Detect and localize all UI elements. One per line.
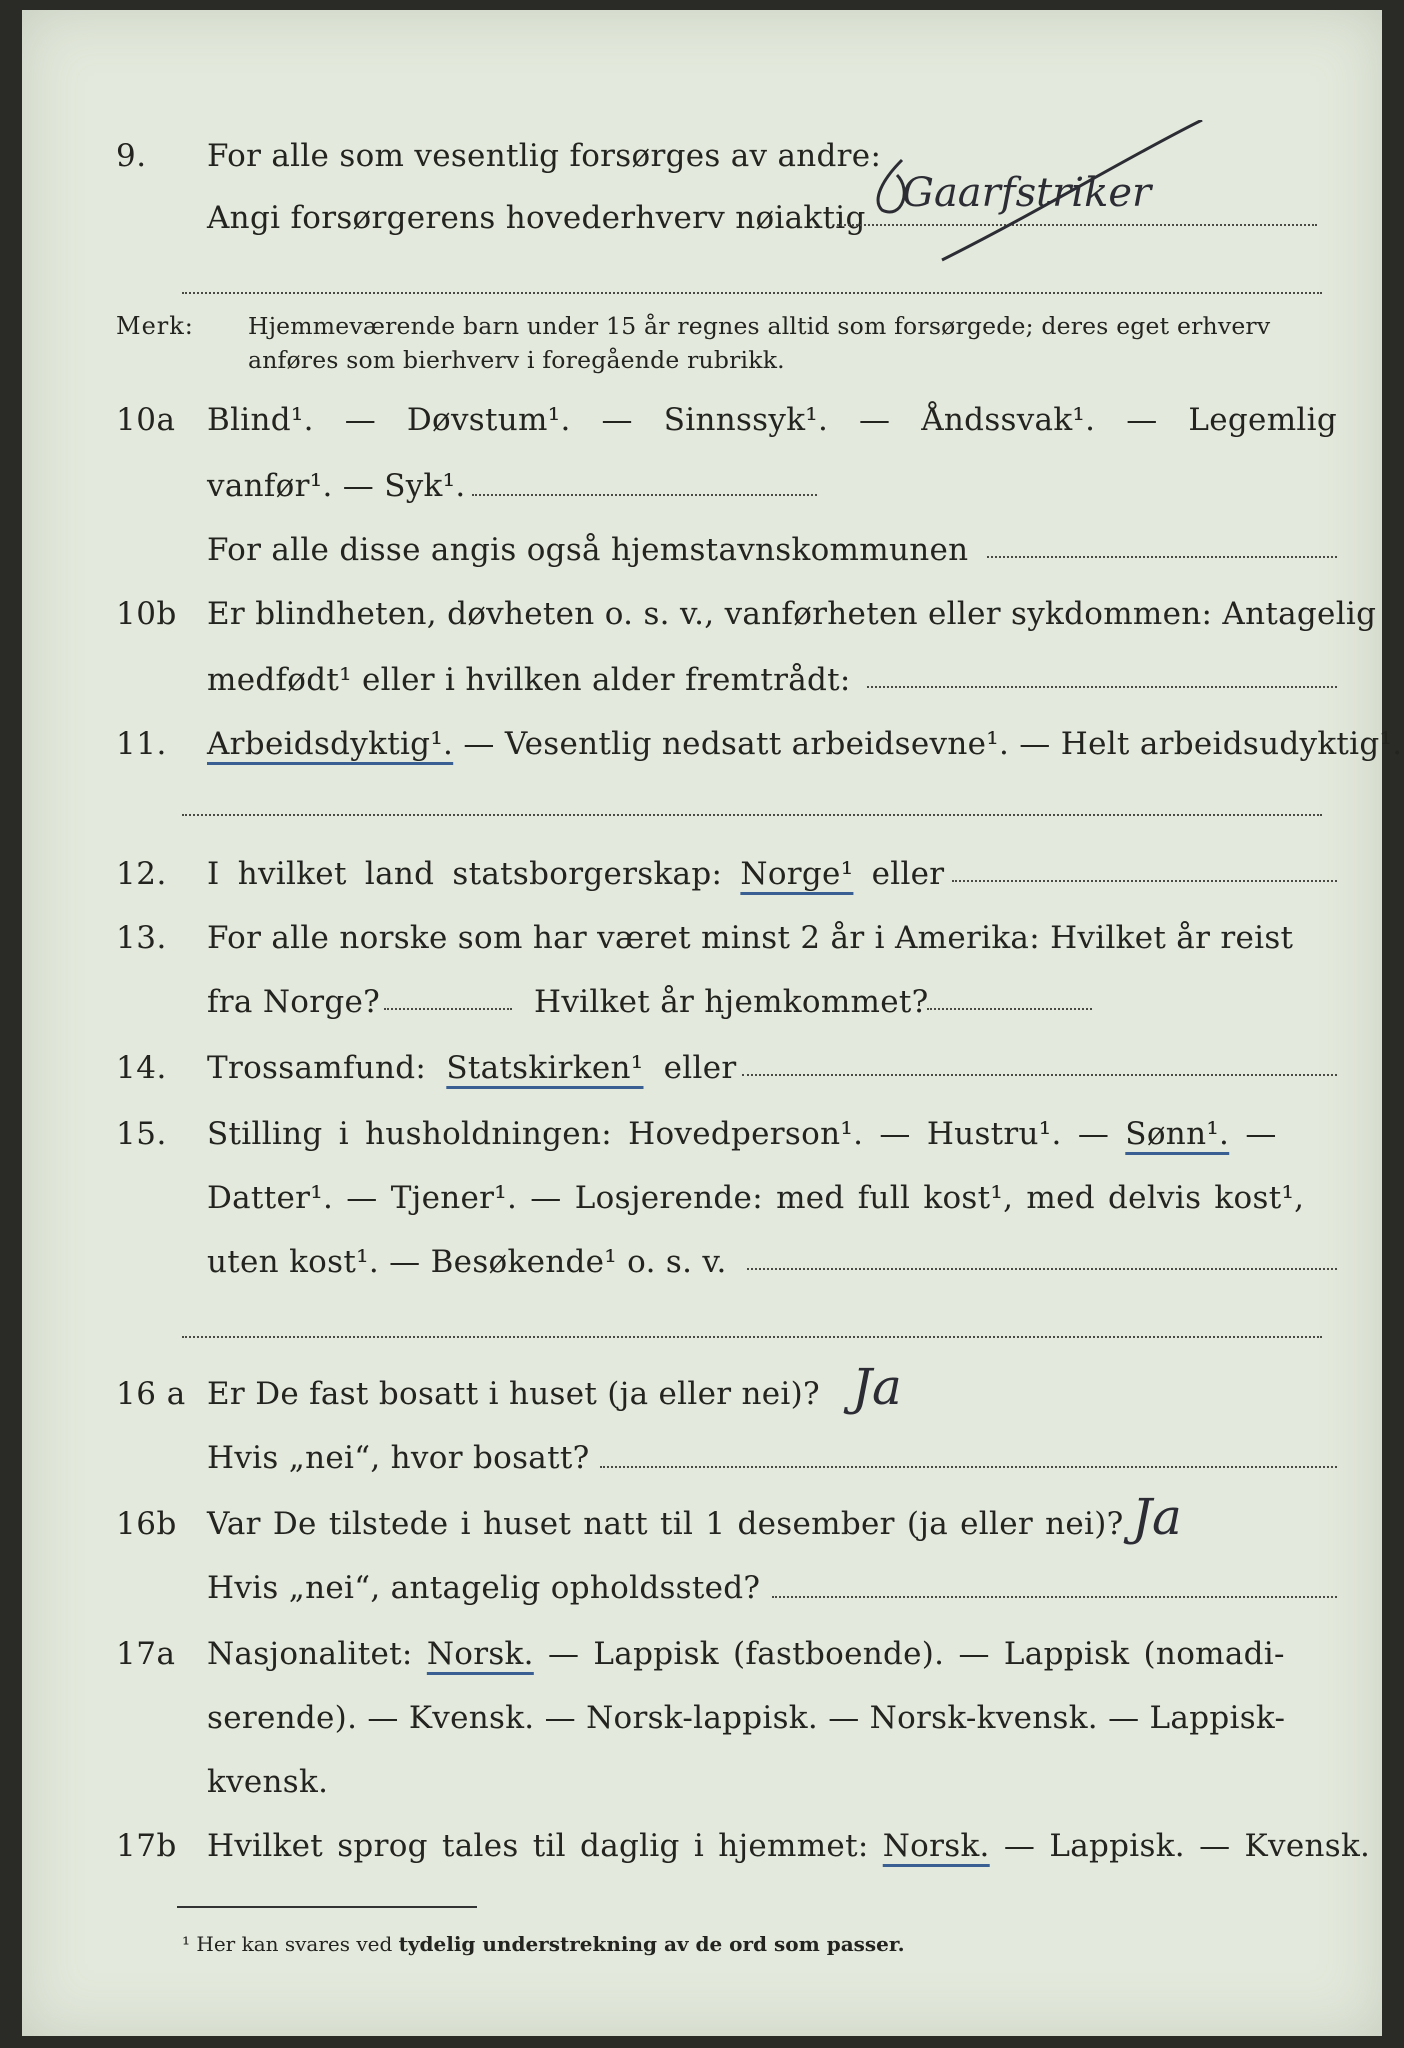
q12-norge: Norge¹ — [740, 856, 854, 892]
footnote-pre: Her kan svares ved — [196, 1932, 393, 1956]
q17a-number: 17a — [116, 1636, 176, 1672]
q14-statskirken: Statskirken¹ — [446, 1050, 644, 1086]
q10b-number: 10b — [116, 596, 177, 632]
q13-number: 13. — [116, 920, 167, 956]
q16a-line2: Hvis „nei“, hvor bosatt? — [207, 1440, 590, 1476]
q15-answer-line — [747, 1268, 1337, 1270]
q10b-answer-line — [867, 686, 1337, 688]
q16a-answer-line — [600, 1466, 1337, 1468]
q17b-post: — Lappisk. — Kvensk. — [1003, 1828, 1371, 1864]
q11-number: 11. — [116, 726, 167, 762]
q12-post: eller — [871, 856, 945, 892]
q10a-andssvak: Åndssvak¹. — [921, 402, 1096, 438]
q9-handwritten-answer: Gaarfstriker — [902, 170, 1152, 216]
q10a-line3: For alle disse angis også hjemstavnskommunen — [207, 532, 969, 568]
q16b-line2: Hvis „nei“, antagelig opholdssted? — [207, 1570, 761, 1606]
q11-line — [207, 726, 1402, 762]
q16b-answer-line — [772, 1596, 1337, 1598]
q14-line — [207, 1050, 737, 1086]
q15-dash: — — [1245, 1116, 1277, 1152]
q14-answer-line — [742, 1074, 1337, 1076]
q16b-number: 16b — [116, 1506, 177, 1542]
q15-line2: Datter¹. — Tjener¹. — Losjerende: med full kost¹, med delvis kost¹, — [207, 1180, 1305, 1216]
q10a-dash4: — — [1126, 402, 1158, 438]
footnote — [182, 1932, 905, 1956]
q16b-handwritten-answer: Ja — [1132, 1488, 1182, 1546]
footnote-rule — [177, 1906, 477, 1908]
q15-number: 15. — [116, 1116, 167, 1152]
q17b-line — [207, 1828, 1370, 1864]
q13-hjemkommet-line — [927, 1008, 1092, 1010]
q15-sonn: Sønn¹. — [1125, 1116, 1230, 1152]
q17b-norsk: Norsk. — [882, 1828, 990, 1864]
q16a-number: 16 a — [116, 1376, 186, 1412]
q11-rest: — Vesentlig nedsatt arbeidsevne¹. — Helt arbeidsudyktig¹. — [463, 726, 1403, 762]
q17a-post: — Lappisk (fastboende). — Lappisk (nomadi- — [547, 1636, 1285, 1672]
q12-number: 12. — [116, 856, 167, 892]
q10a-blind: Blind¹. — [207, 402, 314, 438]
q10a-line1 — [207, 402, 1337, 438]
q12-pre: I hvilket land statsborgerskap: — [207, 856, 723, 892]
q17a-line2: serende). — Kvensk. — Norsk-lappisk. — Norsk-kvensk. — Lappisk- — [207, 1700, 1286, 1736]
q14-number: 14. — [116, 1050, 167, 1086]
q15-line3: uten kost¹. — Besøkende¹ o. s. v. — [207, 1244, 727, 1280]
q10b-line2: medfødt¹ eller i hvilken alder fremtrådt: — [207, 662, 851, 698]
q14-pre: Trossamfund: — [207, 1050, 427, 1086]
merk-label: Merk: — [116, 312, 194, 340]
footnote-mark: ¹ — [182, 1932, 191, 1956]
q17b-pre: Hvilket sprog tales til daglig i hjemmet: — [207, 1828, 869, 1864]
q10a-number: 10a — [116, 402, 176, 438]
q17b-number: 17b — [116, 1828, 177, 1864]
q17a-norsk: Norsk. — [426, 1636, 534, 1672]
census-form-page — [22, 10, 1403, 2036]
q12-line — [207, 856, 944, 892]
q16a-handwritten-answer: Ja — [852, 1358, 902, 1416]
q9-line1: For alle som vesentlig forsørges av andre: — [207, 138, 882, 174]
q13-line1: For alle norske som har været minst 2 år i Amerika: Hvilket år reist — [207, 920, 1294, 956]
merk-line1: Hjemmeværende barn under 15 år regnes alltid som forsørgede; deres eget erhverv — [248, 312, 1271, 340]
q10a-dash3: — — [859, 402, 891, 438]
q9-extra-line — [182, 292, 1322, 294]
q15-line1 — [207, 1116, 1277, 1152]
q10a-dovstum: Døvstum¹. — [406, 402, 571, 438]
q13-line2b: Hvilket år hjemkommet? — [534, 984, 929, 1020]
q10a-hjemstavn-line — [987, 556, 1337, 558]
footnote-bold: tydelig understrekning av de ord som passer. — [398, 1932, 905, 1956]
q13-line2a: fra Norge? — [207, 984, 381, 1020]
q10a-line2: vanfør¹. — Syk¹. — [207, 468, 466, 504]
q10a-dash2: — — [601, 402, 633, 438]
q17a-pre: Nasjonalitet: — [207, 1636, 413, 1672]
q16b-line1: Var De tilstede i huset natt til 1 desember (ja eller nei)? — [207, 1506, 1124, 1542]
q9-line2: Angi forsørgerens hovederhverv nøiaktig — [207, 200, 866, 236]
q12-answer-line — [952, 880, 1337, 882]
q9-handwritten-stroke — [842, 120, 1242, 280]
q10a-syk-line — [472, 494, 817, 496]
q10b-line1: Er blindheten, døvheten o. s. v., vanførheten eller sykdommen: Antagelig — [207, 596, 1377, 632]
q17a-line1 — [207, 1636, 1285, 1672]
q11-arbeidsdyktig: Arbeidsdyktig¹. — [207, 726, 454, 762]
q15-pre: Stilling i husholdningen: Hovedperson¹. — Hustru¹. — — [207, 1116, 1110, 1152]
q14-post: eller — [663, 1050, 737, 1086]
q10a-dash1: — — [344, 402, 376, 438]
merk-line2: anføres som bierhverv i foregående rubrikk. — [248, 346, 785, 374]
q11-extra-line — [182, 814, 1322, 816]
q16a-line1: Er De fast bosatt i huset (ja eller nei)? — [207, 1376, 820, 1412]
q10a-sinnssyk: Sinnssyk¹. — [663, 402, 829, 438]
q13-reist-line — [384, 1008, 512, 1010]
q15-extra-line — [182, 1336, 1322, 1338]
q17a-line3: kvensk. — [207, 1764, 329, 1800]
q10a-legemlig: Legemlig — [1188, 402, 1337, 438]
q9-number: 9. — [116, 138, 147, 174]
